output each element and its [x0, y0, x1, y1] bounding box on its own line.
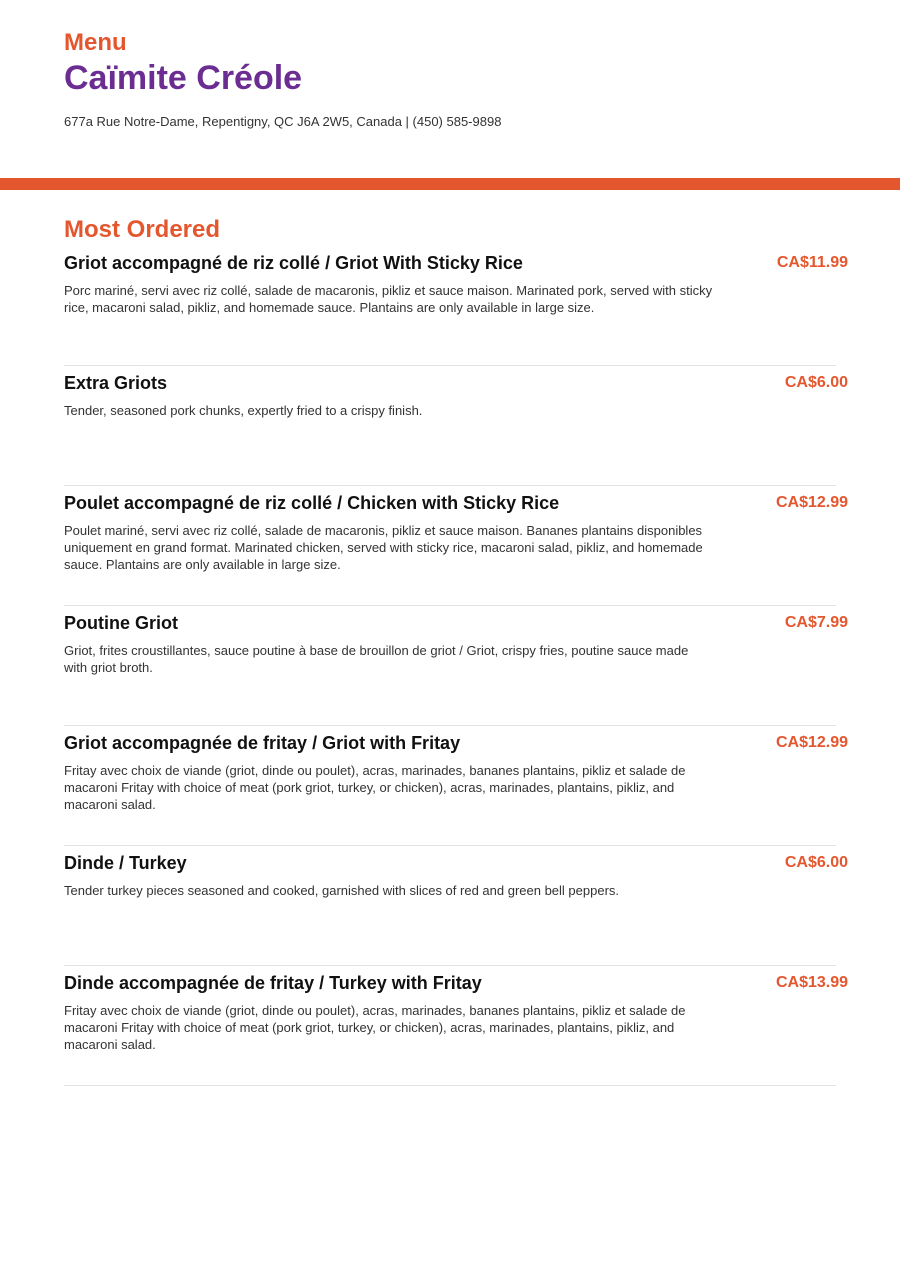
section-title: Most Ordered: [64, 216, 221, 243]
menu-item-price: CA$13.99: [775, 974, 848, 991]
menu-item-list: [64, 246, 848, 1086]
menu-item-description: Poulet mariné, servi avec riz collé, salade de macaronis, pikliz et sauce maison. Bananes plantains disponibles uniquement en grand format. Marinated chicken, served with sticky rice, macaroni salad, pikliz, and homemade sauce. Plantains are only available in large size.: [64, 523, 703, 572]
menu-item-description: Tender, seasoned pork chunks, expertly fried to a crispy finish.: [64, 403, 423, 418]
restaurant-address: 677a Rue Notre-Dame, Repentigny, QC J6A 2W5, Canada | (450) 585-9898: [64, 114, 502, 129]
menu-header: [64, 30, 844, 130]
menu-item-name: Dinde / Turkey: [64, 853, 187, 873]
restaurant-name: Caïmite Créole: [64, 59, 303, 97]
menu-item-description: Tender turkey pieces seasoned and cooked, garnished with slices of red and green bell peppers.: [64, 883, 620, 898]
menu-item: [64, 486, 848, 606]
menu-item-price: CA$7.99: [784, 614, 848, 631]
most-ordered-section: [64, 216, 848, 1086]
menu-label: Menu: [64, 29, 127, 56]
menu-item-description: Fritay avec choix de viande (griot, dinde ou poulet), acras, marinades, bananes plantains, pikliz et salade de macaroni Fritay with choice of meat (pork griot, turkey, or chicken), acras, marinades, plantains, pikliz, and macaroni salad.: [64, 1003, 686, 1052]
menu-item-price: CA$6.00: [784, 854, 848, 871]
menu-item-name: Griot accompagnée de fritay / Griot with Fritay: [64, 733, 461, 753]
menu-item-price: CA$12.99: [775, 494, 848, 511]
menu-item: [64, 846, 848, 966]
accent-divider-bar: [0, 178, 900, 190]
menu-item: [64, 726, 848, 846]
menu-item-price: CA$6.00: [784, 374, 848, 391]
menu-item-price: CA$12.99: [775, 734, 848, 751]
menu-item-description: Fritay avec choix de viande (griot, dinde ou poulet), acras, marinades, bananes plantains, pikliz et salade de macaroni Fritay with choice of meat (pork griot, turkey, or chicken), acras, marinades, plantains, pikliz, and macaroni salad.: [64, 763, 686, 812]
menu-item: [64, 606, 848, 726]
menu-item: [64, 966, 848, 1086]
menu-item-description: Griot, frites croustillantes, sauce poutine à base de brouillon de griot / Griot, crispy fries, poutine sauce made with griot broth.: [64, 643, 689, 675]
menu-item-description: Porc mariné, servi avec riz collé, salade de macaronis, pikliz et sauce maison. Marinated pork, served with sticky rice, macaroni salad, pikliz, and homemade sauce. Plantains are only available in large size.: [64, 283, 713, 315]
menu-item: [64, 246, 848, 366]
menu-item-name: Dinde accompagnée de fritay / Turkey with Fritay: [64, 973, 482, 993]
menu-item-price: CA$11.99: [776, 254, 848, 271]
menu-item-name: Poutine Griot: [64, 613, 178, 633]
menu-item-name: Extra Griots: [64, 373, 168, 393]
menu-item-name: Poulet accompagné de riz collé / Chicken with Sticky Rice: [64, 493, 560, 513]
menu-item: [64, 366, 848, 486]
menu-item-name: Griot accompagné de riz collé / Griot With Sticky Rice: [64, 253, 523, 273]
